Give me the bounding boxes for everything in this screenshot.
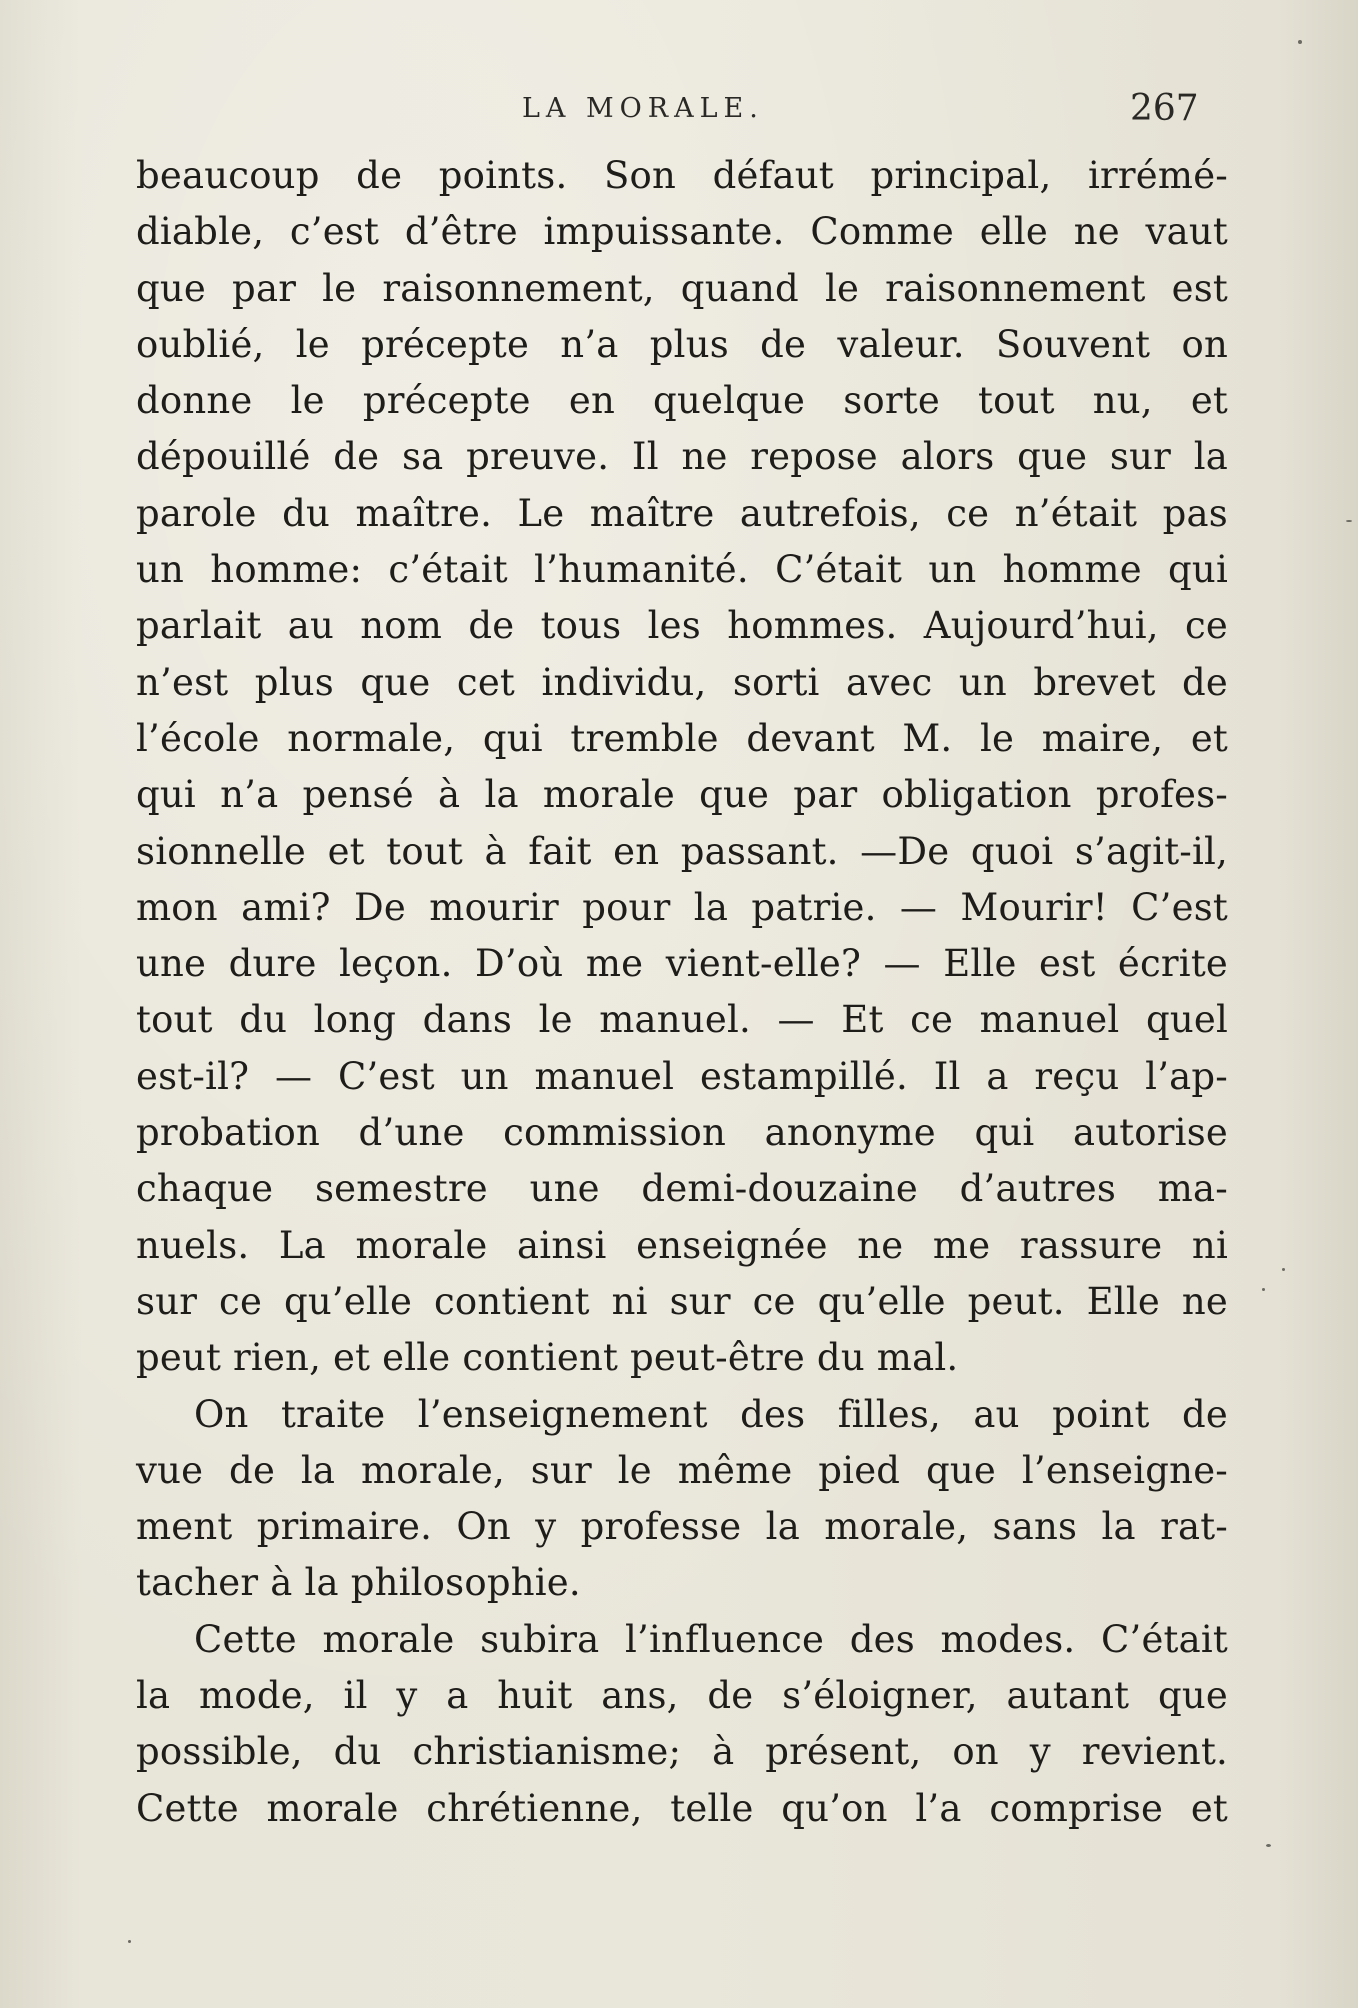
text-line: nuels. La morale ainsi enseignée ne me rassure ni	[136, 1223, 1228, 1267]
paper-speck	[1266, 1844, 1271, 1847]
text-line: la mode, il y a huit ans, de s’éloigner, autant que	[136, 1674, 1228, 1718]
text-line: est-il? — C’est un manuel estampillé. Il a reçu l’ap-	[136, 1054, 1228, 1098]
paragraph-start-line: On traite l’enseignement des filles, au point de	[194, 1392, 1228, 1436]
text-line: possible, du christianisme; à présent, on y revient.	[136, 1730, 1228, 1774]
text-line: n’est plus que cet individu, sorti avec un brevet de	[136, 660, 1228, 704]
paper-speck	[128, 1940, 131, 1943]
text-line: donne le précepte en quelque sorte tout nu, et	[136, 379, 1228, 423]
text-line: chaque semestre une demi-douzaine d’autres ma-	[136, 1167, 1228, 1211]
body-text	[136, 148, 1228, 1837]
text-line: une dure leçon. D’où me vient-elle? — Elle est écrite	[136, 942, 1228, 986]
text-line: que par le raisonnement, quand le raisonnement est	[136, 266, 1228, 310]
text-line: beaucoup de points. Son défaut principal, irrémé-	[136, 154, 1228, 197]
paper-speck	[1262, 1288, 1265, 1291]
text-line: ment primaire. On y professe la morale, sans la rat-	[136, 1505, 1228, 1549]
text-line: dépouillé de sa preuve. Il ne repose alors que sur la	[136, 435, 1228, 479]
text-line: vue de la morale, sur le même pied que l’enseigne-	[136, 1448, 1228, 1492]
paragraph-start-line: Cette morale subira l’influence des modes. C’était	[194, 1617, 1228, 1661]
running-title: LA MORALE.	[522, 93, 764, 124]
paragraph-end-line: tacher à la philosophie.	[136, 1561, 581, 1605]
text-line: oublié, le précepte n’a plus de valeur. Souvent on	[136, 322, 1228, 366]
text-line: qui n’a pensé à la morale que par obligation profes-	[136, 773, 1228, 817]
text-line: probation d’une commission anonyme qui autorise	[136, 1111, 1228, 1155]
text-line: diable, c’est d’être impuissante. Comme elle ne vaut	[136, 210, 1228, 254]
text-line: sionnelle et tout à fait en passant. —De quoi s’agit-il,	[136, 829, 1228, 873]
text-line: parole du maître. Le maître autrefois, ce n’était pas	[136, 491, 1228, 535]
running-head	[0, 84, 1358, 134]
text-line: parlait au nom de tous les hommes. Aujourd’hui, ce	[136, 604, 1228, 648]
text-line: mon ami? De mourir pour la patrie. — Mourir! C’est	[136, 885, 1228, 929]
paper-speck	[1282, 1268, 1285, 1271]
page-number: 267	[1130, 88, 1199, 129]
text-line: tout du long dans le manuel. — Et ce manuel quel	[136, 998, 1228, 1042]
paper-speck	[1298, 40, 1302, 44]
text-line: un homme: c’était l’humanité. C’était un homme qui	[136, 548, 1228, 592]
paragraph-end-line: peut rien, et elle contient peut-être du mal.	[136, 1336, 959, 1380]
text-line: l’école normale, qui tremble devant M. le maire, et	[136, 716, 1228, 760]
text-line: Cette morale chrétienne, telle qu’on l’a comprise et	[136, 1786, 1228, 1830]
paper-speck	[1346, 520, 1352, 522]
text-line: sur ce qu’elle contient ni sur ce qu’elle peut. Elle ne	[136, 1279, 1228, 1323]
